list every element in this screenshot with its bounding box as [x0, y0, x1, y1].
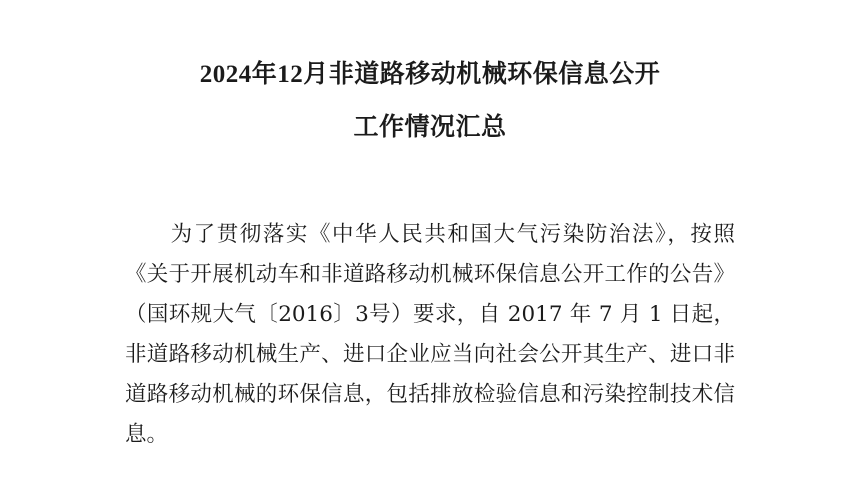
- title-line-2: 工作情况汇总: [353, 114, 507, 141]
- paragraph-1: [125, 215, 735, 455]
- paragraph-1-text: 为了贯彻落实《中华人民共和国大气污染防治法》，按照《关于开展机动车和非道路移动机械环保信息公开工作的公告》（国环规大气〔2016〕3号）要求，自 2017 年 7 月 1 日起，非道路移动机械生产、进口企业应当向社会公开其生产、进口非道路移动机械的环保信息，包括排放检验信息和污染控制技术信息。: [125, 222, 735, 447]
- document-paragraphs: [125, 215, 735, 455]
- document-title: [125, 62, 735, 140]
- title-line-1: 2024年12月非道路移动机械环保信息公开: [199, 61, 661, 88]
- document-body: [125, 0, 735, 477]
